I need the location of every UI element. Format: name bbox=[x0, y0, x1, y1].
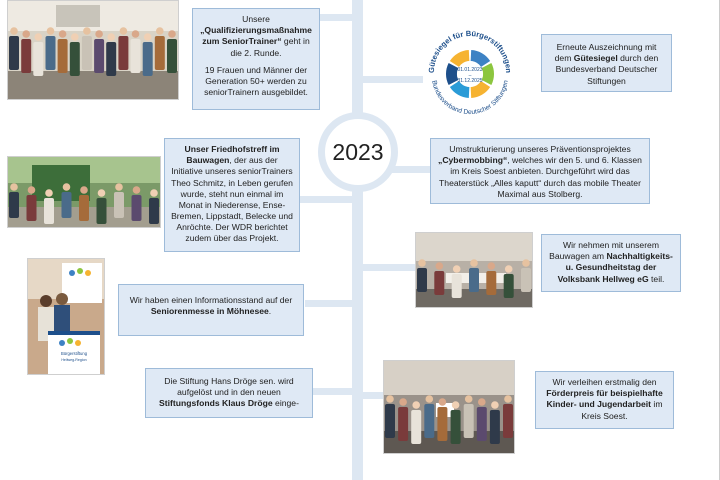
person-figure bbox=[27, 195, 37, 221]
entry-guetesiegel: Erneute Auszeichnung mit dem Gütesiegel durch den Bundesverband Deutscher Stiftungen bbox=[541, 34, 672, 92]
person-figure bbox=[417, 268, 427, 292]
entry-cybermobbing: Umstrukturierung unseres Präventionsprojektes „Cybermobbing“, welches wir den 5. und 6. Klassen im Kreis Soest anbieten. Durchgeführt wird das Theaterstück „Alles kaputt“ durch das mobile Theater Maximal aus Stolberg. bbox=[430, 138, 650, 204]
entry-seniorenmesse: Wir haben einen Informationsstand auf der Seniorenmesse in Möhnesee. bbox=[118, 284, 304, 336]
person-head bbox=[168, 30, 176, 38]
person-figure bbox=[437, 407, 447, 441]
connector bbox=[305, 300, 352, 307]
person-head bbox=[505, 265, 513, 273]
person-figure bbox=[79, 195, 89, 221]
banner-title: Bürgerstiftung bbox=[60, 351, 88, 356]
person-head bbox=[426, 395, 434, 403]
photo-messestand bbox=[27, 258, 105, 375]
person-figure bbox=[411, 410, 421, 444]
guetesiegel-seal bbox=[420, 20, 520, 120]
person-head bbox=[133, 186, 141, 194]
timeline-line bbox=[352, 0, 363, 480]
person-figure bbox=[132, 195, 142, 221]
person-figure bbox=[486, 271, 496, 295]
person-figure bbox=[97, 198, 107, 224]
person-figure bbox=[21, 39, 31, 73]
seal-date-from: 01.01.2023 bbox=[457, 67, 483, 73]
seal-segment bbox=[482, 63, 494, 85]
person-head bbox=[478, 398, 486, 406]
banner-subtitle: Hellweg-Region bbox=[61, 358, 87, 362]
person-head bbox=[63, 183, 71, 191]
seal-arc-top: Gütesiegel für Bürgerstiftungen bbox=[426, 28, 514, 74]
bauwagen-photo-image bbox=[8, 157, 160, 227]
person-head bbox=[504, 395, 512, 403]
person-figure bbox=[504, 274, 514, 298]
person-head bbox=[80, 186, 88, 194]
person-figure bbox=[143, 42, 153, 76]
year-circle bbox=[318, 112, 398, 192]
person-head bbox=[150, 189, 158, 197]
person-head bbox=[399, 398, 407, 406]
person-head bbox=[386, 395, 394, 403]
seal-date-to: 31.12.2025 bbox=[457, 78, 483, 84]
person-head bbox=[453, 265, 461, 273]
person-head bbox=[132, 30, 140, 38]
person-figure bbox=[62, 192, 72, 218]
person-figure bbox=[464, 404, 474, 438]
person-head bbox=[98, 189, 106, 197]
person-head bbox=[107, 33, 115, 41]
person-figure bbox=[106, 42, 116, 76]
photo-bauwagen bbox=[7, 156, 161, 228]
photo-nachhaltigkeitstag bbox=[415, 232, 533, 308]
person-figure bbox=[452, 274, 462, 298]
person-head bbox=[120, 27, 128, 35]
entry-stiftungsfonds: Die Stiftung Hans Dröge sen. wird aufgelöst und in den neuen Stiftungsfonds Klaus Dröge einge- bbox=[145, 368, 313, 418]
nachhaltigkeitstag-photo-image bbox=[416, 233, 532, 307]
person-figure bbox=[33, 42, 43, 76]
person-head bbox=[436, 262, 444, 270]
person-figure bbox=[451, 410, 461, 444]
person-figure bbox=[434, 271, 444, 295]
person-figure bbox=[521, 268, 531, 292]
person-head bbox=[59, 30, 67, 38]
person-head bbox=[10, 27, 18, 35]
entry-foerderpreis: Wir verleihen erstmalig den Förderpreis für beispielhafte Kinder- und Jugendarbeit im Kreis Soest. bbox=[535, 371, 674, 429]
connector bbox=[363, 264, 423, 271]
person-figure bbox=[490, 410, 500, 444]
person-head bbox=[522, 259, 530, 267]
person-head bbox=[439, 398, 447, 406]
person-figure bbox=[118, 36, 128, 70]
seal-date-sep: – bbox=[468, 72, 472, 79]
person-head bbox=[418, 259, 426, 267]
connector bbox=[312, 388, 352, 395]
person-figure bbox=[70, 42, 80, 76]
connector bbox=[300, 196, 352, 203]
person-head bbox=[95, 30, 103, 38]
person-head bbox=[10, 183, 18, 191]
messestand-photo-image bbox=[28, 259, 104, 374]
person-head bbox=[412, 401, 420, 409]
person-figure bbox=[9, 192, 19, 218]
person-figure bbox=[114, 192, 124, 218]
person-figure bbox=[82, 36, 92, 70]
photo-foerderpreis bbox=[383, 360, 515, 454]
person-figure bbox=[149, 198, 159, 224]
person-head bbox=[115, 183, 123, 191]
person-figure bbox=[46, 36, 56, 70]
connector bbox=[363, 76, 423, 83]
foerderpreis-photo-image bbox=[384, 361, 514, 453]
entry-nachhaltigkeitstag: Wir nehmen mit unserem Bauwagen am Nachhaltigkeits- u. Gesundheitstag der Volksbank Hellweg eG teil. bbox=[541, 234, 681, 292]
person-head bbox=[144, 33, 152, 41]
year-label: 2023 bbox=[332, 138, 384, 165]
person-figure bbox=[424, 404, 434, 438]
seal-arc-bottom: Bundesverband Deutscher Stiftungen bbox=[430, 79, 510, 117]
person-figure bbox=[477, 407, 487, 441]
connector bbox=[363, 392, 383, 399]
photo-group-seniortrainer bbox=[7, 0, 179, 100]
person-head bbox=[47, 27, 55, 35]
person-figure bbox=[398, 407, 408, 441]
person-figure bbox=[131, 39, 141, 73]
person-head bbox=[28, 186, 36, 194]
person-head bbox=[156, 27, 164, 35]
entry-friedhofstreff: Unser Friedhofstreff im Bauwagen, der aus der Initiative unseres seniorTrainers Theo Schmitz, in Leben gerufen wurde, steht nun einmal im Monat in Niederense, Ense-Bremen, Lippstadt, Belecke und Anröchte. Der WDR berichtet zudem über das Projekt. bbox=[164, 138, 300, 252]
seal-icon bbox=[420, 20, 520, 120]
person-figure bbox=[94, 39, 104, 73]
person-head bbox=[83, 27, 91, 35]
entry-seniortrainer: Unsere „Qualifizierungsmaßnahme zum SeniorTrainer“ geht in die 2. Runde. 19 Frauen und Männer der Generation 50+ werden zu seniorTrainern ausgebildet. bbox=[192, 8, 320, 110]
person-head bbox=[452, 401, 460, 409]
person-figure bbox=[503, 404, 513, 438]
person-head bbox=[45, 189, 53, 197]
person-figure bbox=[9, 36, 19, 70]
person-head bbox=[22, 30, 30, 38]
person-figure bbox=[44, 198, 54, 224]
person-figure bbox=[167, 39, 177, 73]
person-figure bbox=[469, 268, 479, 292]
person-figure bbox=[58, 39, 68, 73]
group-photo-image bbox=[8, 1, 178, 99]
person-head bbox=[71, 33, 79, 41]
person-head bbox=[470, 259, 478, 267]
person-head bbox=[491, 401, 499, 409]
person-head bbox=[35, 33, 43, 41]
person-figure bbox=[155, 36, 165, 70]
person-head bbox=[465, 395, 473, 403]
person-head bbox=[488, 262, 496, 270]
person-figure bbox=[385, 404, 395, 438]
